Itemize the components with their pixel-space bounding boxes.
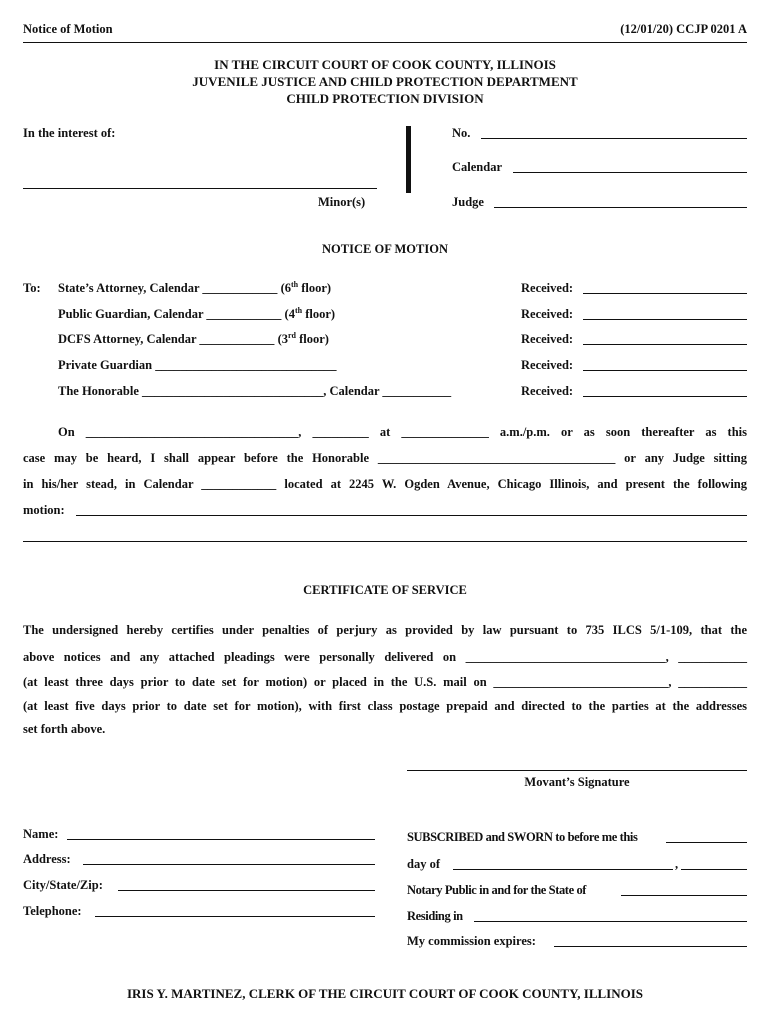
residing-label: Residing in <box>407 909 463 923</box>
day-of-year-field[interactable] <box>681 869 747 870</box>
calendar-label: Calendar <box>452 160 502 174</box>
minor-label: Minor(s) <box>318 195 366 209</box>
header-rule <box>23 42 747 43</box>
certificate-line-1: The undersigned hereby certifies under penalties of perjury as provided by law pursuant to 735 ILCS 5/1-109, that the <box>23 623 747 637</box>
certificate-line-2: above notices and any attached pleadings were personally delivered on ________________________________, ___________ <box>23 650 747 664</box>
judge-label: Judge <box>452 195 484 209</box>
city-state-zip-field[interactable] <box>118 890 375 891</box>
notice-body-line-1: On __________________________________, _________ at ______________ a.m./p.m. or as soon thereafter as this <box>58 425 747 439</box>
notary-state-field[interactable] <box>621 895 747 896</box>
received-label: Received: <box>521 384 574 398</box>
form-code: (12/01/20) CCJP 0201 A <box>620 22 747 36</box>
recipient-private-guardian: Private Guardian _____________________________ <box>58 358 337 372</box>
certificate-title: CERTIFICATE OF SERVICE <box>303 583 467 597</box>
movant-signature-label: Movant’s Signature <box>524 775 630 789</box>
city-state-zip-label: City/State/Zip: <box>23 878 103 892</box>
movant-signature-field[interactable] <box>407 770 747 771</box>
notice-body-line-3: in his/her stead, in Calendar ____________ located at 2245 W. Ogden Avenue, Chicago Illinois, and present the following <box>23 477 747 491</box>
motion-label: motion: <box>23 503 65 517</box>
received-label: Received: <box>521 307 574 321</box>
telephone-label: Telephone: <box>23 904 82 918</box>
case-no-field[interactable] <box>481 138 747 139</box>
received-field[interactable] <box>583 293 747 294</box>
address-field[interactable] <box>83 864 375 865</box>
received-label: Received: <box>521 281 574 295</box>
received-field[interactable] <box>583 344 747 345</box>
form-title: Notice of Motion <box>23 22 113 36</box>
received-field[interactable] <box>583 319 747 320</box>
commission-expires-field[interactable] <box>554 946 747 947</box>
received-label: Received: <box>521 332 574 346</box>
court-line-2: JUVENILE JUSTICE AND CHILD PROTECTION DEPARTMENT <box>192 74 578 89</box>
recipient-honorable: The Honorable _____________________________, Calendar ___________ <box>58 384 452 398</box>
case-no-label: No. <box>452 126 471 140</box>
minor-name-field[interactable] <box>23 188 377 189</box>
certificate-line-4: (at least five days prior to date set for motion), with first class postage prepaid and directed to the parties at the addresses <box>23 699 747 713</box>
court-line-3: CHILD PROTECTION DIVISION <box>286 91 484 106</box>
judge-field[interactable] <box>494 207 747 208</box>
recipient-dcfs-attorney: DCFS Attorney, Calendar ____________ (3rd floor) <box>58 330 329 346</box>
notice-body-line-2: case may be heard, I shall appear before the Honorable ______________________________________ or any Judge sitting <box>23 451 747 465</box>
received-field[interactable] <box>583 370 747 371</box>
motion-field[interactable] <box>76 515 747 516</box>
certificate-line-5: set forth above. <box>23 722 106 736</box>
recipient-public-guardian: Public Guardian, Calendar ____________ (4th floor) <box>58 305 336 321</box>
name-label: Name: <box>23 827 59 841</box>
address-label: Address: <box>23 852 71 866</box>
to-label: To: <box>23 281 41 295</box>
name-field[interactable] <box>67 839 375 840</box>
interest-label: In the interest of: <box>23 126 116 140</box>
day-of-comma: , <box>675 857 679 871</box>
caption-divider <box>406 126 411 193</box>
subscribed-day-field[interactable] <box>666 842 747 843</box>
court-line-1: IN THE CIRCUIT COURT OF COOK COUNTY, ILLINOIS <box>214 57 556 72</box>
certificate-line-3: (at least three days prior to date set for motion) or placed in the U.S. mail on ____________________________, ___________ <box>23 675 747 689</box>
residing-field[interactable] <box>474 921 747 922</box>
subscribed-label: SUBSCRIBED and SWORN to before me this <box>407 830 638 844</box>
telephone-field[interactable] <box>95 916 375 917</box>
received-field[interactable] <box>583 396 747 397</box>
clerk-footer: IRIS Y. MARTINEZ, CLERK OF THE CIRCUIT COURT OF COOK COUNTY, ILLINOIS <box>126 986 644 1001</box>
notice-title: NOTICE OF MOTION <box>322 242 448 256</box>
received-label: Received: <box>521 358 574 372</box>
day-of-month-field[interactable] <box>453 869 673 870</box>
day-of-label: day of <box>407 857 440 871</box>
notary-public-label: Notary Public in and for the State of <box>407 883 587 897</box>
calendar-field[interactable] <box>513 172 747 173</box>
recipient-states-attorney: State’s Attorney, Calendar ____________ (6th floor) <box>58 279 332 295</box>
motion-field-continued[interactable] <box>23 541 747 542</box>
commission-label: My commission expires: <box>407 934 536 948</box>
